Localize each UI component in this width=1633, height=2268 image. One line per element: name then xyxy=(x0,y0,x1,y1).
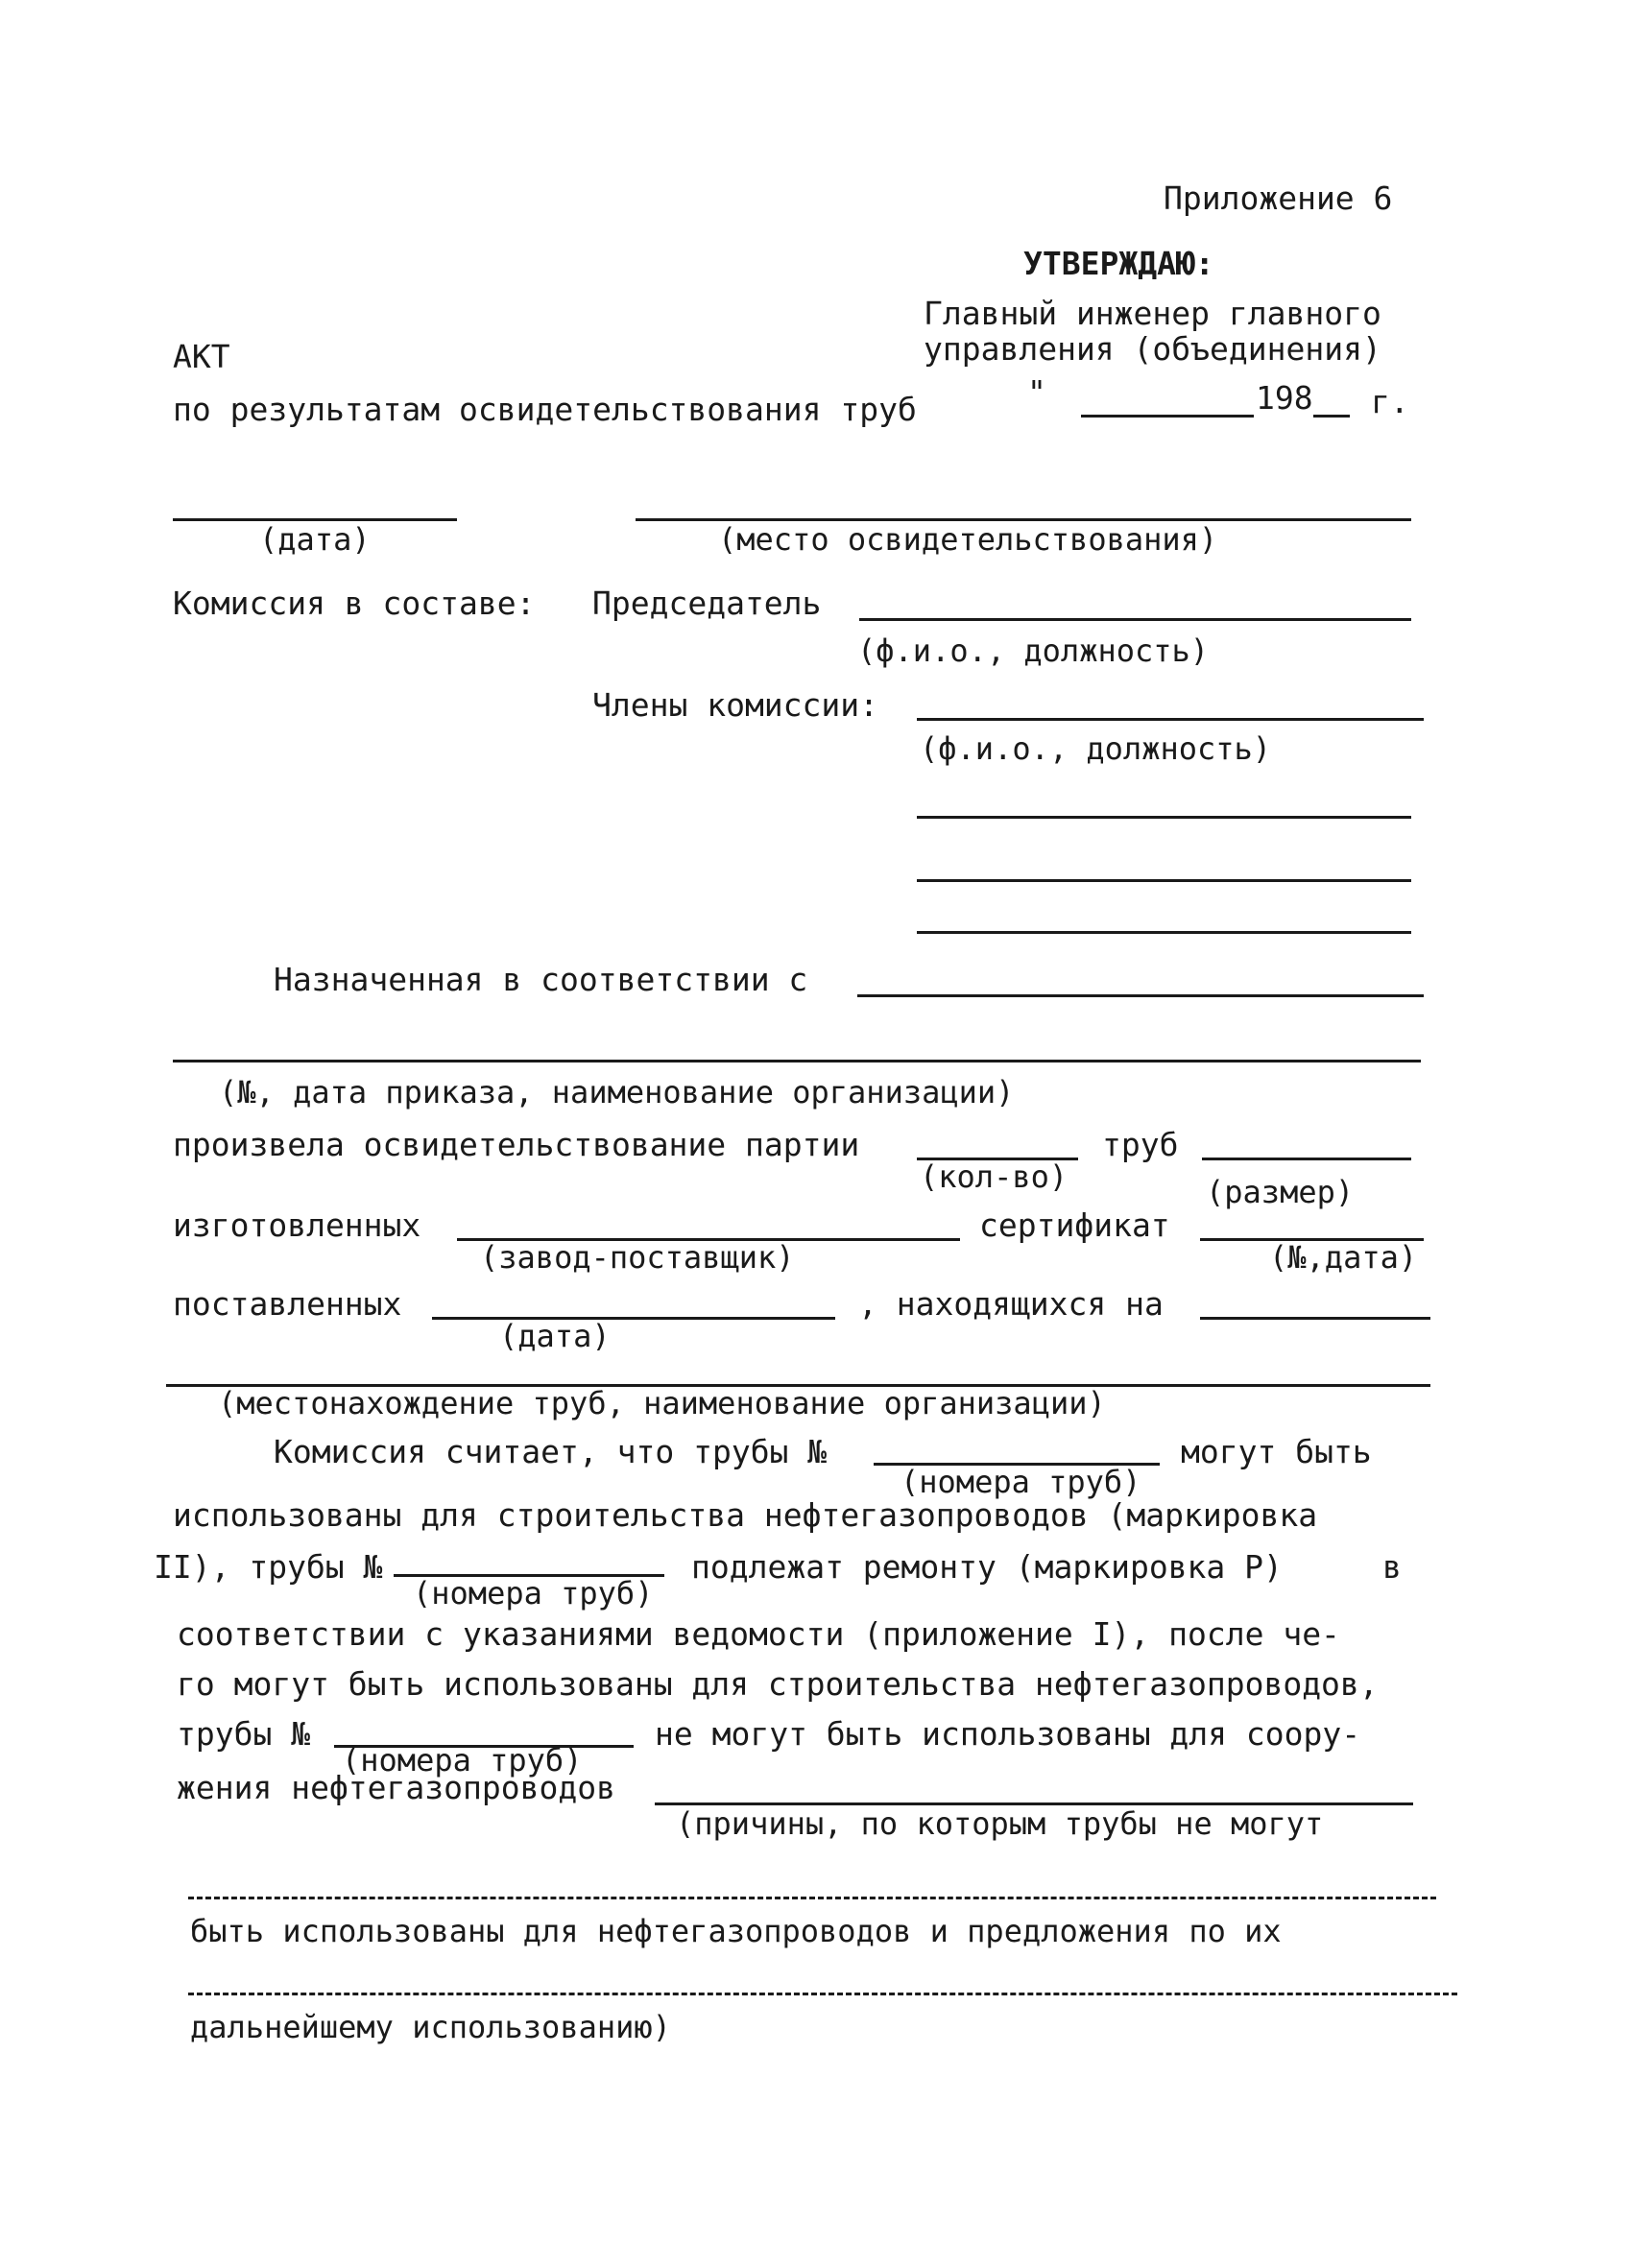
appointed-label: Назначенная в соответствии с xyxy=(274,961,808,998)
delivery-date-caption: (дата) xyxy=(499,1318,611,1354)
approval-date-line xyxy=(1081,415,1254,418)
pipe-numbers-caption-2: (номера труб) xyxy=(413,1575,654,1611)
order-field-line-2 xyxy=(173,1060,1421,1062)
approver-title-line1: Главный инженер главного xyxy=(924,295,1381,332)
factory-caption: (завод-поставщик) xyxy=(480,1239,795,1276)
chairman-caption: (ф.и.о., должность) xyxy=(857,633,1210,669)
certificate-caption: (№,дата) xyxy=(1269,1239,1418,1276)
location-field-line-1 xyxy=(1200,1317,1430,1320)
reasons-field-line-3 xyxy=(188,1993,1457,1995)
paragraph-line-4: соответствии с указаниями ведомости (приложение I), после че- xyxy=(177,1615,1340,1653)
pipe-numbers-caption-3: (номера труб) xyxy=(342,1742,583,1779)
order-caption: (№, дата приказа, наименование организации) xyxy=(219,1074,1015,1110)
paragraph-line-3-start: II), трубы № xyxy=(154,1548,383,1586)
reasons-caption-1: (причины, по которым трубы не могут xyxy=(676,1805,1324,1842)
reasons-caption-3: дальнейшему использованию) xyxy=(190,2009,671,2045)
reasons-caption-2: быть использованы для нефтегазопроводов и предложения по их xyxy=(190,1913,1282,1949)
paragraph-line-1-start: Комиссия считает, что трубы № xyxy=(274,1433,828,1470)
members-field-line-1 xyxy=(917,718,1424,721)
manufactured-label: изготовленных xyxy=(173,1206,421,1244)
date-quote: " xyxy=(1027,373,1046,411)
appendix-label: Приложение 6 xyxy=(1164,179,1393,217)
chairman-field-line xyxy=(859,618,1411,621)
approver-title-line2: управления (объединения) xyxy=(924,330,1381,368)
place-caption: (место освидетельствования) xyxy=(718,521,1218,558)
chairman-label: Председатель xyxy=(592,585,822,622)
approve-label: УТВЕРЖДАЮ: xyxy=(1023,245,1214,282)
quantity-caption: (кол-во) xyxy=(920,1158,1069,1195)
commission-label: Комиссия в составе: xyxy=(173,585,536,622)
approval-year-suffix: г. xyxy=(1371,383,1409,420)
document-subtitle: по результатам освидетельствования труб xyxy=(173,391,917,428)
date-caption: (дата) xyxy=(259,521,371,558)
members-label: Члены комиссии: xyxy=(592,686,879,724)
approval-year: 198 xyxy=(1256,379,1313,417)
pipe-numbers-caption-1: (номера труб) xyxy=(901,1464,1141,1500)
delivered-label: поставленных xyxy=(173,1285,402,1323)
document-title: АКТ xyxy=(173,338,230,375)
delivery-date-field-line xyxy=(432,1317,835,1320)
located-label: , находящихся на xyxy=(858,1285,1164,1323)
members-field-line-4 xyxy=(917,931,1411,934)
paragraph-line-3-mid: подлежат ремонту (маркировка Р) xyxy=(691,1548,1283,1586)
paragraph-line-1-end: могут быть xyxy=(1181,1433,1372,1470)
inspected-label: произвела освидетельствование партии xyxy=(173,1126,860,1163)
location-caption: (местонахождение труб, наименование организации) xyxy=(218,1385,1106,1421)
paragraph-line-2: использованы для строительства нефтегазопроводов (маркировка xyxy=(173,1496,1318,1534)
paragraph-line-7: жения нефтегазопроводов xyxy=(177,1769,615,1806)
reasons-field-line-2 xyxy=(188,1897,1436,1899)
size-caption: (размер) xyxy=(1206,1174,1355,1210)
paragraph-line-5: го могут быть использованы для строительства нефтегазопроводов, xyxy=(177,1665,1379,1703)
members-caption: (ф.и.о., должность) xyxy=(920,730,1272,767)
paragraph-line-6-end: не могут быть использованы для соору- xyxy=(655,1715,1361,1753)
pipes-label: труб xyxy=(1102,1126,1179,1163)
members-field-line-2 xyxy=(917,816,1411,819)
order-field-line-1 xyxy=(857,994,1424,997)
certificate-label: сертификат xyxy=(979,1206,1170,1244)
paragraph-line-3-end: в xyxy=(1382,1548,1402,1586)
paragraph-line-6-start: трубы № xyxy=(177,1715,311,1753)
members-field-line-3 xyxy=(917,879,1411,882)
size-field-line xyxy=(1202,1158,1411,1160)
approval-year-line xyxy=(1313,415,1350,418)
